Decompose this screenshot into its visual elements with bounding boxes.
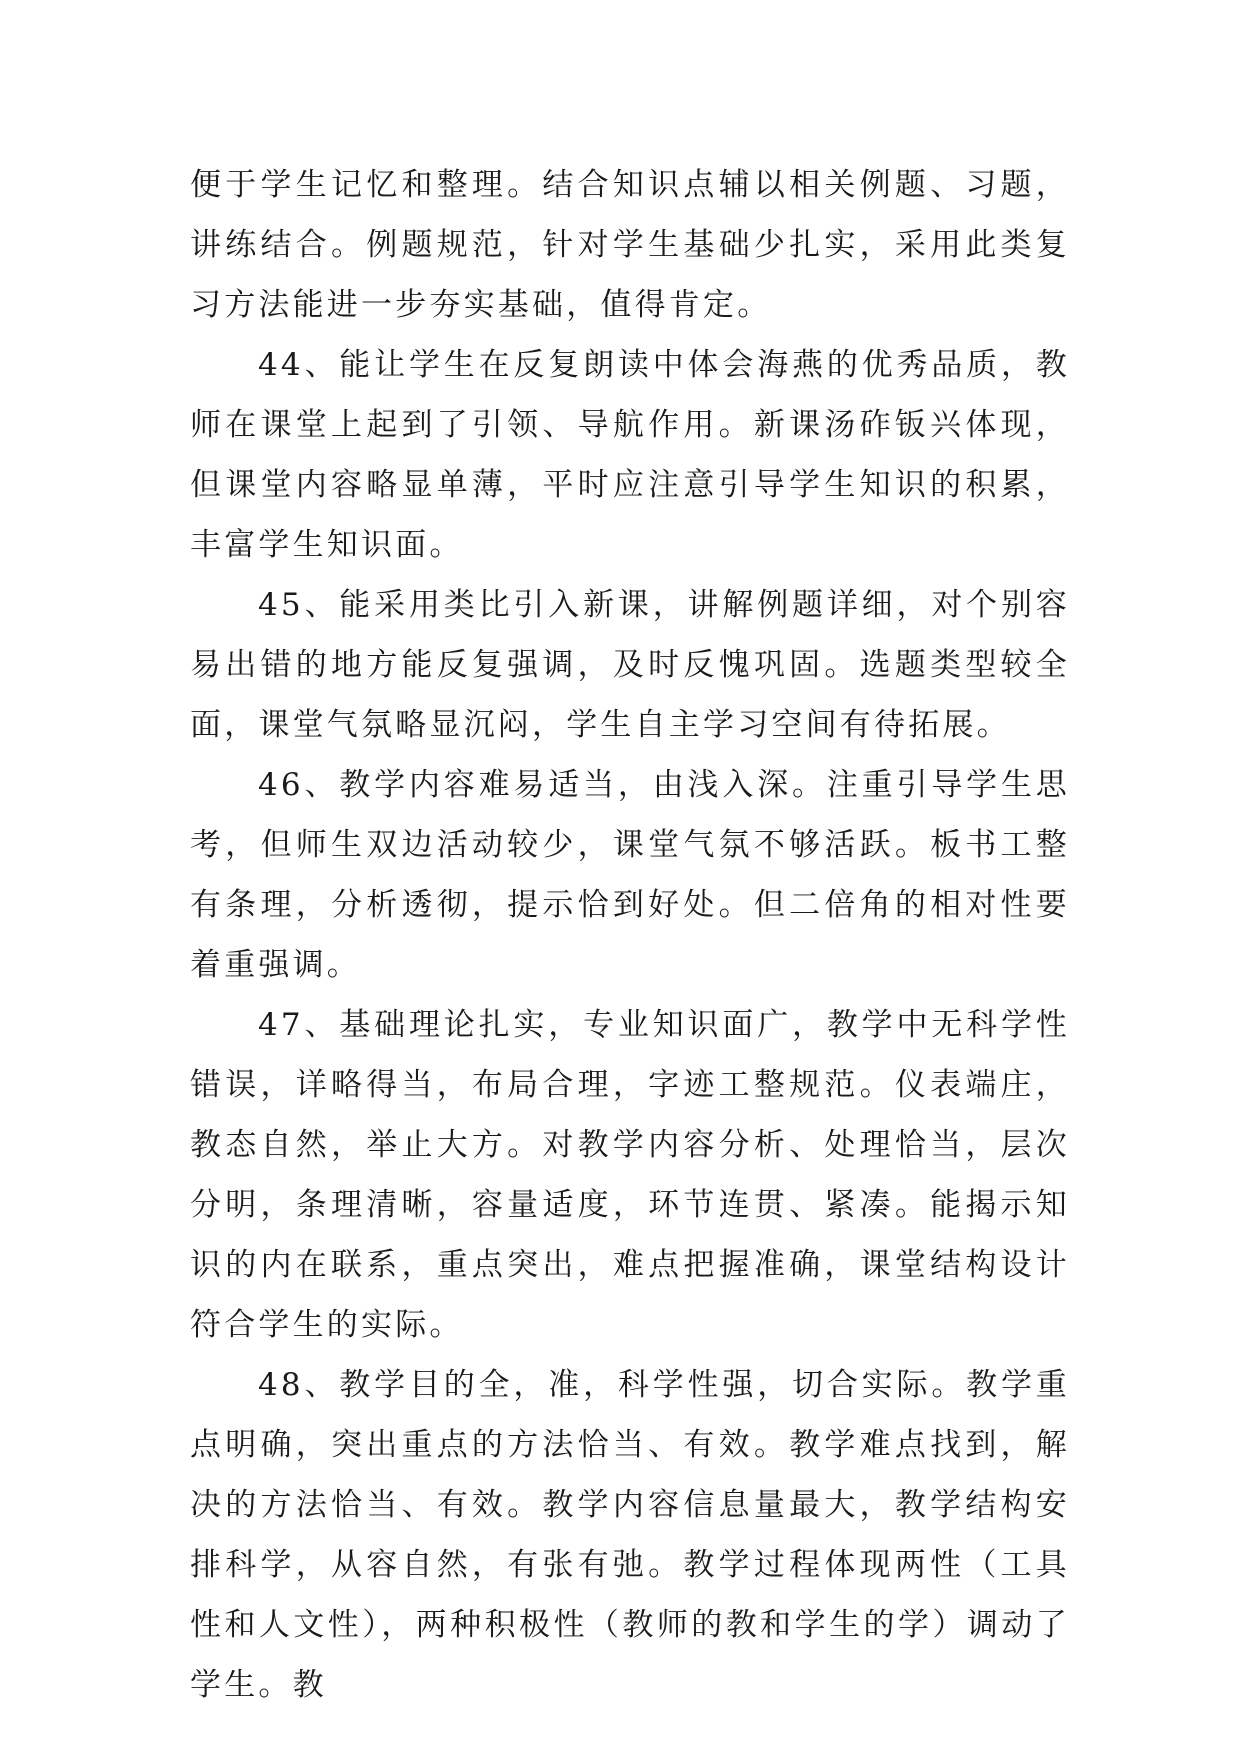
paragraph-item-45: 45、能采用类比引入新课，讲解例题详细，对个别容易出错的地方能反复强调，及时反愧巩固。选题类型较全面，课堂气氛略显沉闷，学生自主学习空间有待拓展。 [190,587,1070,743]
document-body [190,155,1070,1715]
paragraph-item-47: 47、基础理论扎实，专业知识面广，教学中无科学性错误，详略得当，布局合理，字迹工整规范。仪表端庄，教态自然，举止大方。对教学内容分析、处理恰当，层次分明，条理清晰，容量适度，环节连贯、紧凑。能揭示知识的内在联系，重点突出，难点把握准确，课堂结构设计符合学生的实际。 [190,1007,1070,1343]
paragraph-continuation: 便于学生记忆和整理。结合知识点辅以相关例题、习题，讲练结合。例题规范，针对学生基础少扎实，采用此类复习方法能进一步夯实基础，值得肯定。 [190,167,1070,323]
paragraph-item-48: 48、教学目的全，准，科学性强，切合实际。教学重点明确，突出重点的方法恰当、有效。教学难点找到，解决的方法恰当、有效。教学内容信息量最大，教学结构安排科学，从容自然，有张有弛。教学过程体现两性（工具性和人文性），两种积极性（教师的教和学生的学）调动了学生。教 [190,1367,1070,1703]
paragraph-item-44: 44、能让学生在反复朗读中体会海燕的优秀品质，教师在课堂上起到了引领、导航作用。新课汤砟钣兴体现，但课堂内容略显单薄，平时应注意引导学生知识的积累，丰富学生知识面。 [190,347,1070,563]
paragraph-item-46: 46、教学内容难易适当，由浅入深。注重引导学生思考，但师生双边活动较少，课堂气氛不够活跃。板书工整有条理，分析透彻，提示恰到好处。但二倍角的相对性要着重强调。 [190,767,1070,983]
